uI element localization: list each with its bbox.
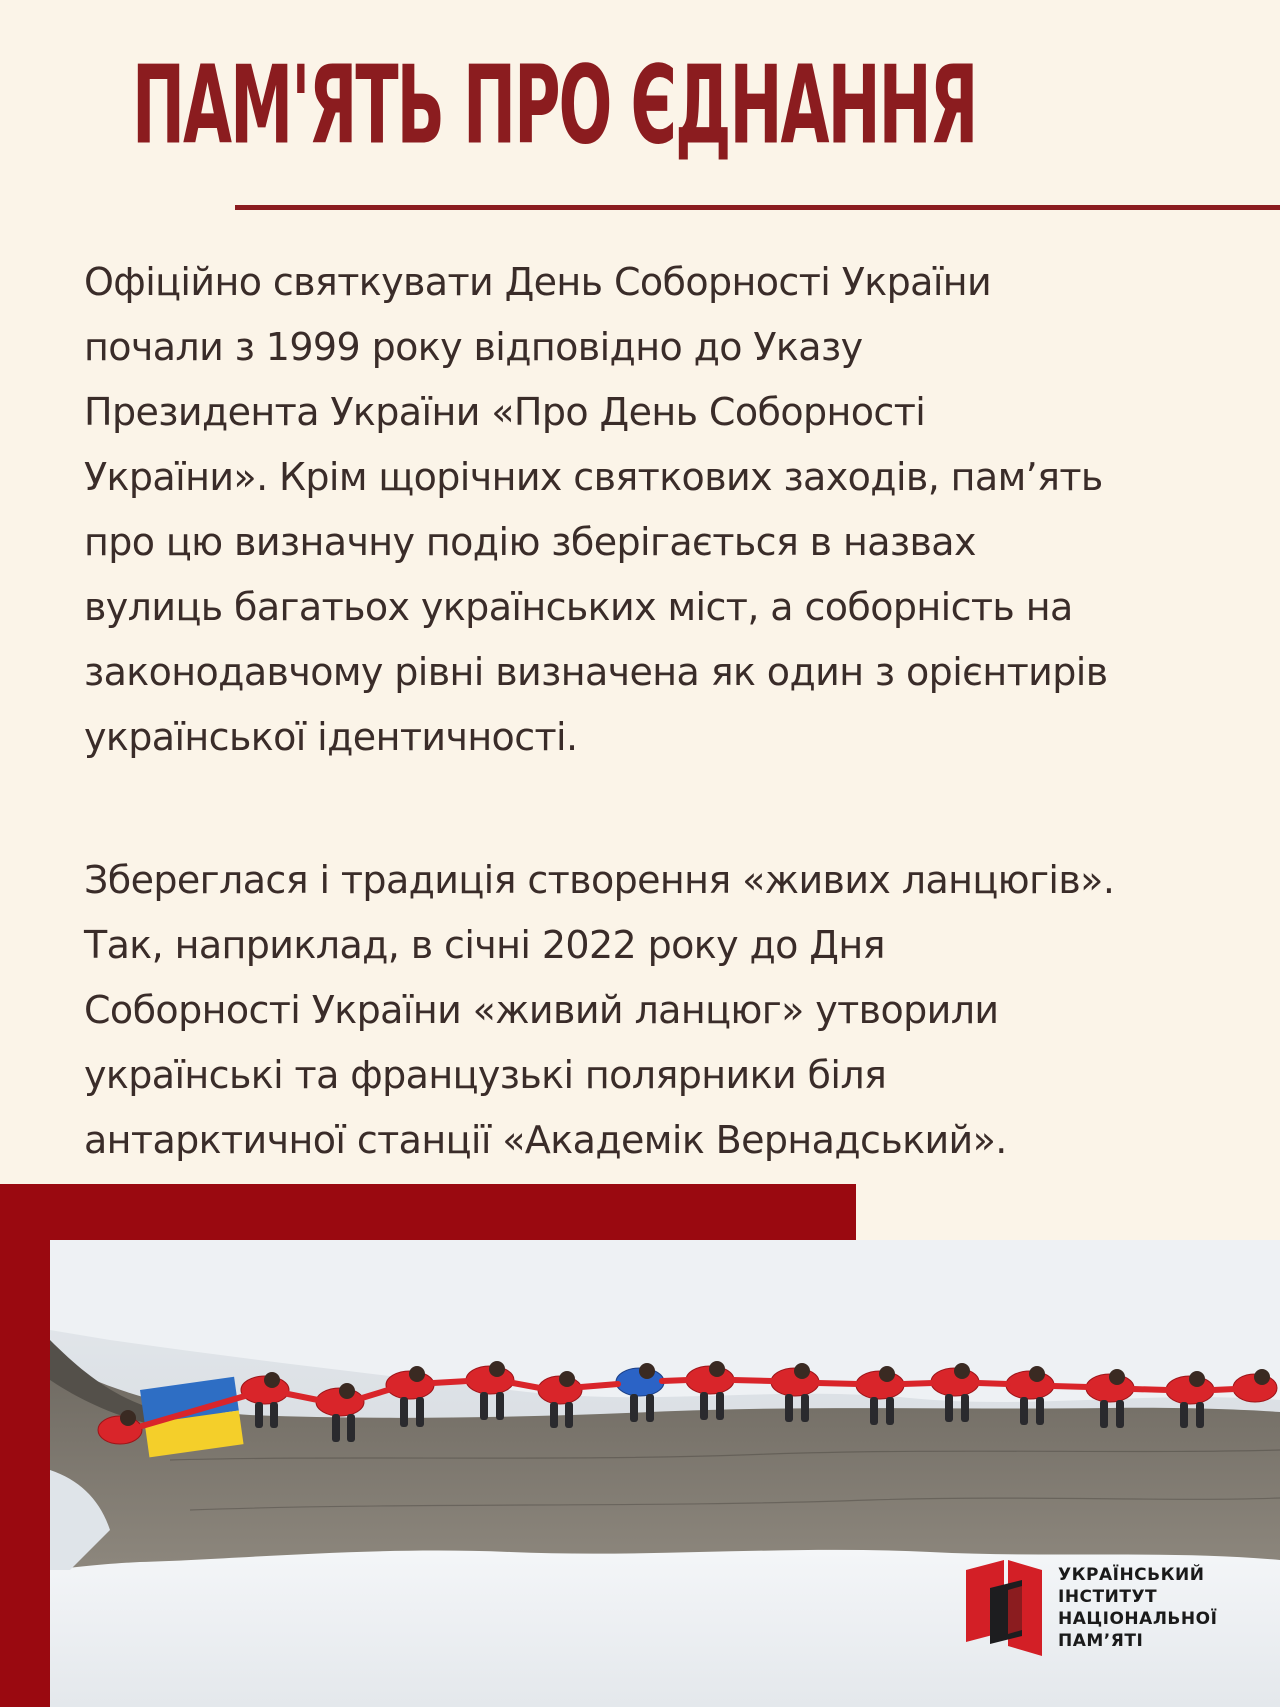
institute-logo-text bbox=[1058, 1564, 1217, 1652]
paragraph-2-line: Збереглася і традиція створення «живих ланцюгів». bbox=[84, 858, 1115, 902]
paragraph-1-line: України». Крім щорічних святкових заходів, пам’ять bbox=[84, 455, 1103, 499]
paragraph-1 bbox=[84, 250, 1264, 770]
paragraph-1-line: української ідентичності. bbox=[84, 715, 578, 759]
paragraph-2-line: українські та французькі полярники біля bbox=[84, 1053, 887, 1097]
paragraph-2-line: Так, наприклад, в січні 2022 року до Дня bbox=[84, 923, 885, 967]
paragraph-2-line: Соборності України «живий ланцюг» утворили bbox=[84, 988, 999, 1032]
institute-logo bbox=[964, 1554, 1254, 1664]
institute-logo-icon bbox=[964, 1558, 1056, 1658]
paragraph-1-line: про цю визначну подію зберігається в назвах bbox=[84, 520, 976, 564]
paragraph-1-line: почали з 1999 року відповідно до Указу bbox=[84, 325, 863, 369]
page-title: ПАМ'ЯТЬ ПРО ЄДНАННЯ bbox=[132, 43, 977, 169]
logo-line: ПАМ’ЯТІ bbox=[1058, 1631, 1144, 1651]
logo-line: УКРАЇНСЬКИЙ bbox=[1058, 1565, 1205, 1585]
title-divider bbox=[235, 205, 1280, 210]
logo-line: ІНСТИТУТ bbox=[1058, 1587, 1158, 1607]
paragraph-2-line: антарктичної станції «Академік Вернадський». bbox=[84, 1118, 1007, 1162]
logo-line: НАЦІОНАЛЬНОЇ bbox=[1058, 1609, 1218, 1629]
paragraph-1-line: Президента України «Про День Соборності bbox=[84, 390, 926, 434]
paragraph-2 bbox=[84, 848, 1264, 1173]
paragraph-1-line: Офіційно святкувати День Соборності України bbox=[84, 260, 992, 304]
ukrainian-flag bbox=[140, 1377, 244, 1458]
paragraph-1-line: законодавчому рівні визначена як один з орієнтирів bbox=[84, 650, 1108, 694]
paragraph-1-line: вулиць багатьох українських міст, а соборність на bbox=[84, 585, 1073, 629]
